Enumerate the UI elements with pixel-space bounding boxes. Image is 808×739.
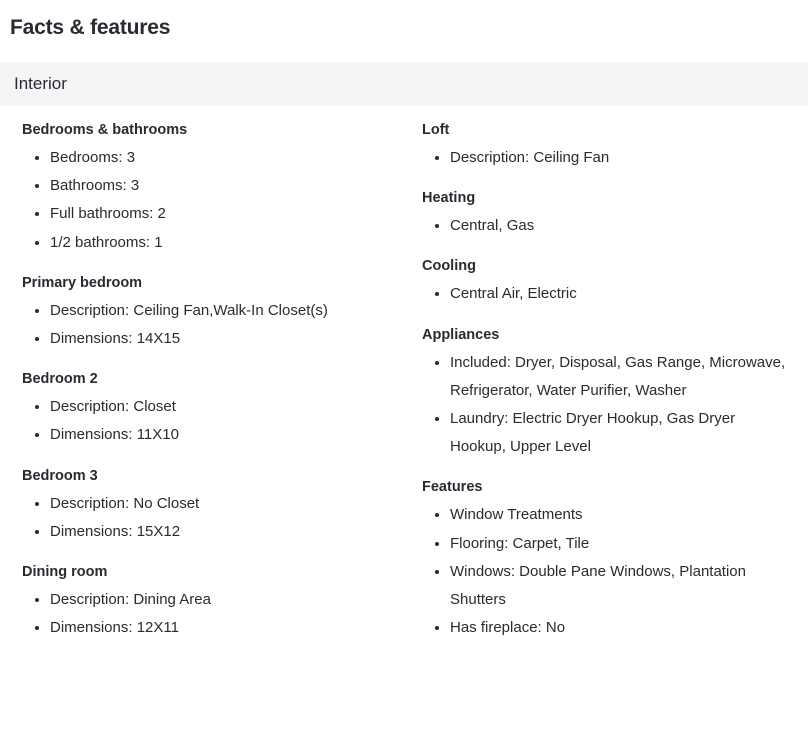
- fact-item: • Bathrooms: 3: [50, 172, 398, 200]
- fact-group: [414, 122, 794, 172]
- fact-item: • Flooring: Carpet, Tile: [450, 530, 794, 558]
- page-title: Facts & features: [10, 16, 171, 39]
- fact-group-title: Dining room: [22, 563, 108, 580]
- fact-group: [414, 190, 794, 240]
- facts-column-right: [404, 122, 800, 660]
- fact-group-title: Bedrooms & bathrooms: [22, 122, 188, 138]
- fact-item: • Dimensions: 12X11: [50, 614, 398, 642]
- fact-group-list: [414, 501, 794, 642]
- fact-group-title: Features: [422, 479, 483, 496]
- fact-group-list: [14, 393, 398, 449]
- fact-item: • Has fireplace: No: [450, 614, 794, 642]
- section-header-interior: [0, 62, 808, 106]
- fact-group-title: Bedroom 3: [22, 467, 98, 484]
- fact-group-title: Primary bedroom: [22, 274, 143, 291]
- fact-group-list: [14, 144, 398, 257]
- fact-group-title: Appliances: [422, 326, 500, 343]
- fact-item: • Window Treatments: [450, 501, 794, 529]
- facts-column-left: [8, 122, 404, 660]
- fact-group-list: [14, 490, 398, 546]
- fact-item: • Full bathrooms: 2: [50, 200, 398, 228]
- fact-item: • Description: Closet: [50, 393, 398, 421]
- fact-item: • Central Air, Electric: [450, 280, 794, 308]
- fact-group-list: [14, 586, 398, 642]
- fact-item: • Windows: Double Pane Windows, Plantation Shutters: [450, 558, 794, 614]
- fact-item: • Bedrooms: 3: [50, 144, 398, 172]
- section-header-label: Interior: [14, 74, 67, 93]
- fact-group: [14, 468, 398, 546]
- facts-and-features-page: [0, 16, 808, 660]
- fact-group-list: [414, 280, 794, 308]
- facts-columns: [0, 122, 808, 660]
- fact-item: • Description: No Closet: [50, 490, 398, 518]
- fact-item: • Included: Dryer, Disposal, Gas Range, Microwave, Refrigerator, Water Purifier, Washer: [450, 349, 794, 405]
- fact-group-list: [414, 144, 794, 172]
- fact-item: • Laundry: Electric Dryer Hookup, Gas Dryer Hookup, Upper Level: [450, 405, 794, 461]
- fact-item: • 1/2 bathrooms: 1: [50, 229, 398, 257]
- fact-group: [414, 479, 794, 642]
- fact-group: [14, 371, 398, 449]
- fact-item: • Dimensions: 15X12: [50, 518, 398, 546]
- fact-group: [14, 275, 398, 353]
- fact-group: [414, 258, 794, 308]
- fact-group-title: Cooling: [422, 258, 476, 275]
- fact-item: • Central, Gas: [450, 212, 794, 240]
- fact-group: [14, 564, 398, 642]
- fact-group-list: [414, 349, 794, 462]
- fact-group-list: [14, 297, 398, 353]
- fact-item: • Description: Ceiling Fan,Walk-In Closet(s): [50, 297, 398, 325]
- fact-group-title: Heating: [422, 190, 476, 207]
- fact-item: • Description: Ceiling Fan: [450, 144, 794, 172]
- fact-group-list: [414, 212, 794, 240]
- fact-item: • Dimensions: 14X15: [50, 325, 398, 353]
- fact-item: • Description: Dining Area: [50, 586, 398, 614]
- fact-group-title: Bedroom 2: [22, 371, 98, 388]
- fact-group-title: Loft: [422, 122, 450, 138]
- fact-group: [414, 327, 794, 462]
- fact-item: • Dimensions: 11X10: [50, 421, 398, 449]
- fact-group: [14, 122, 398, 257]
